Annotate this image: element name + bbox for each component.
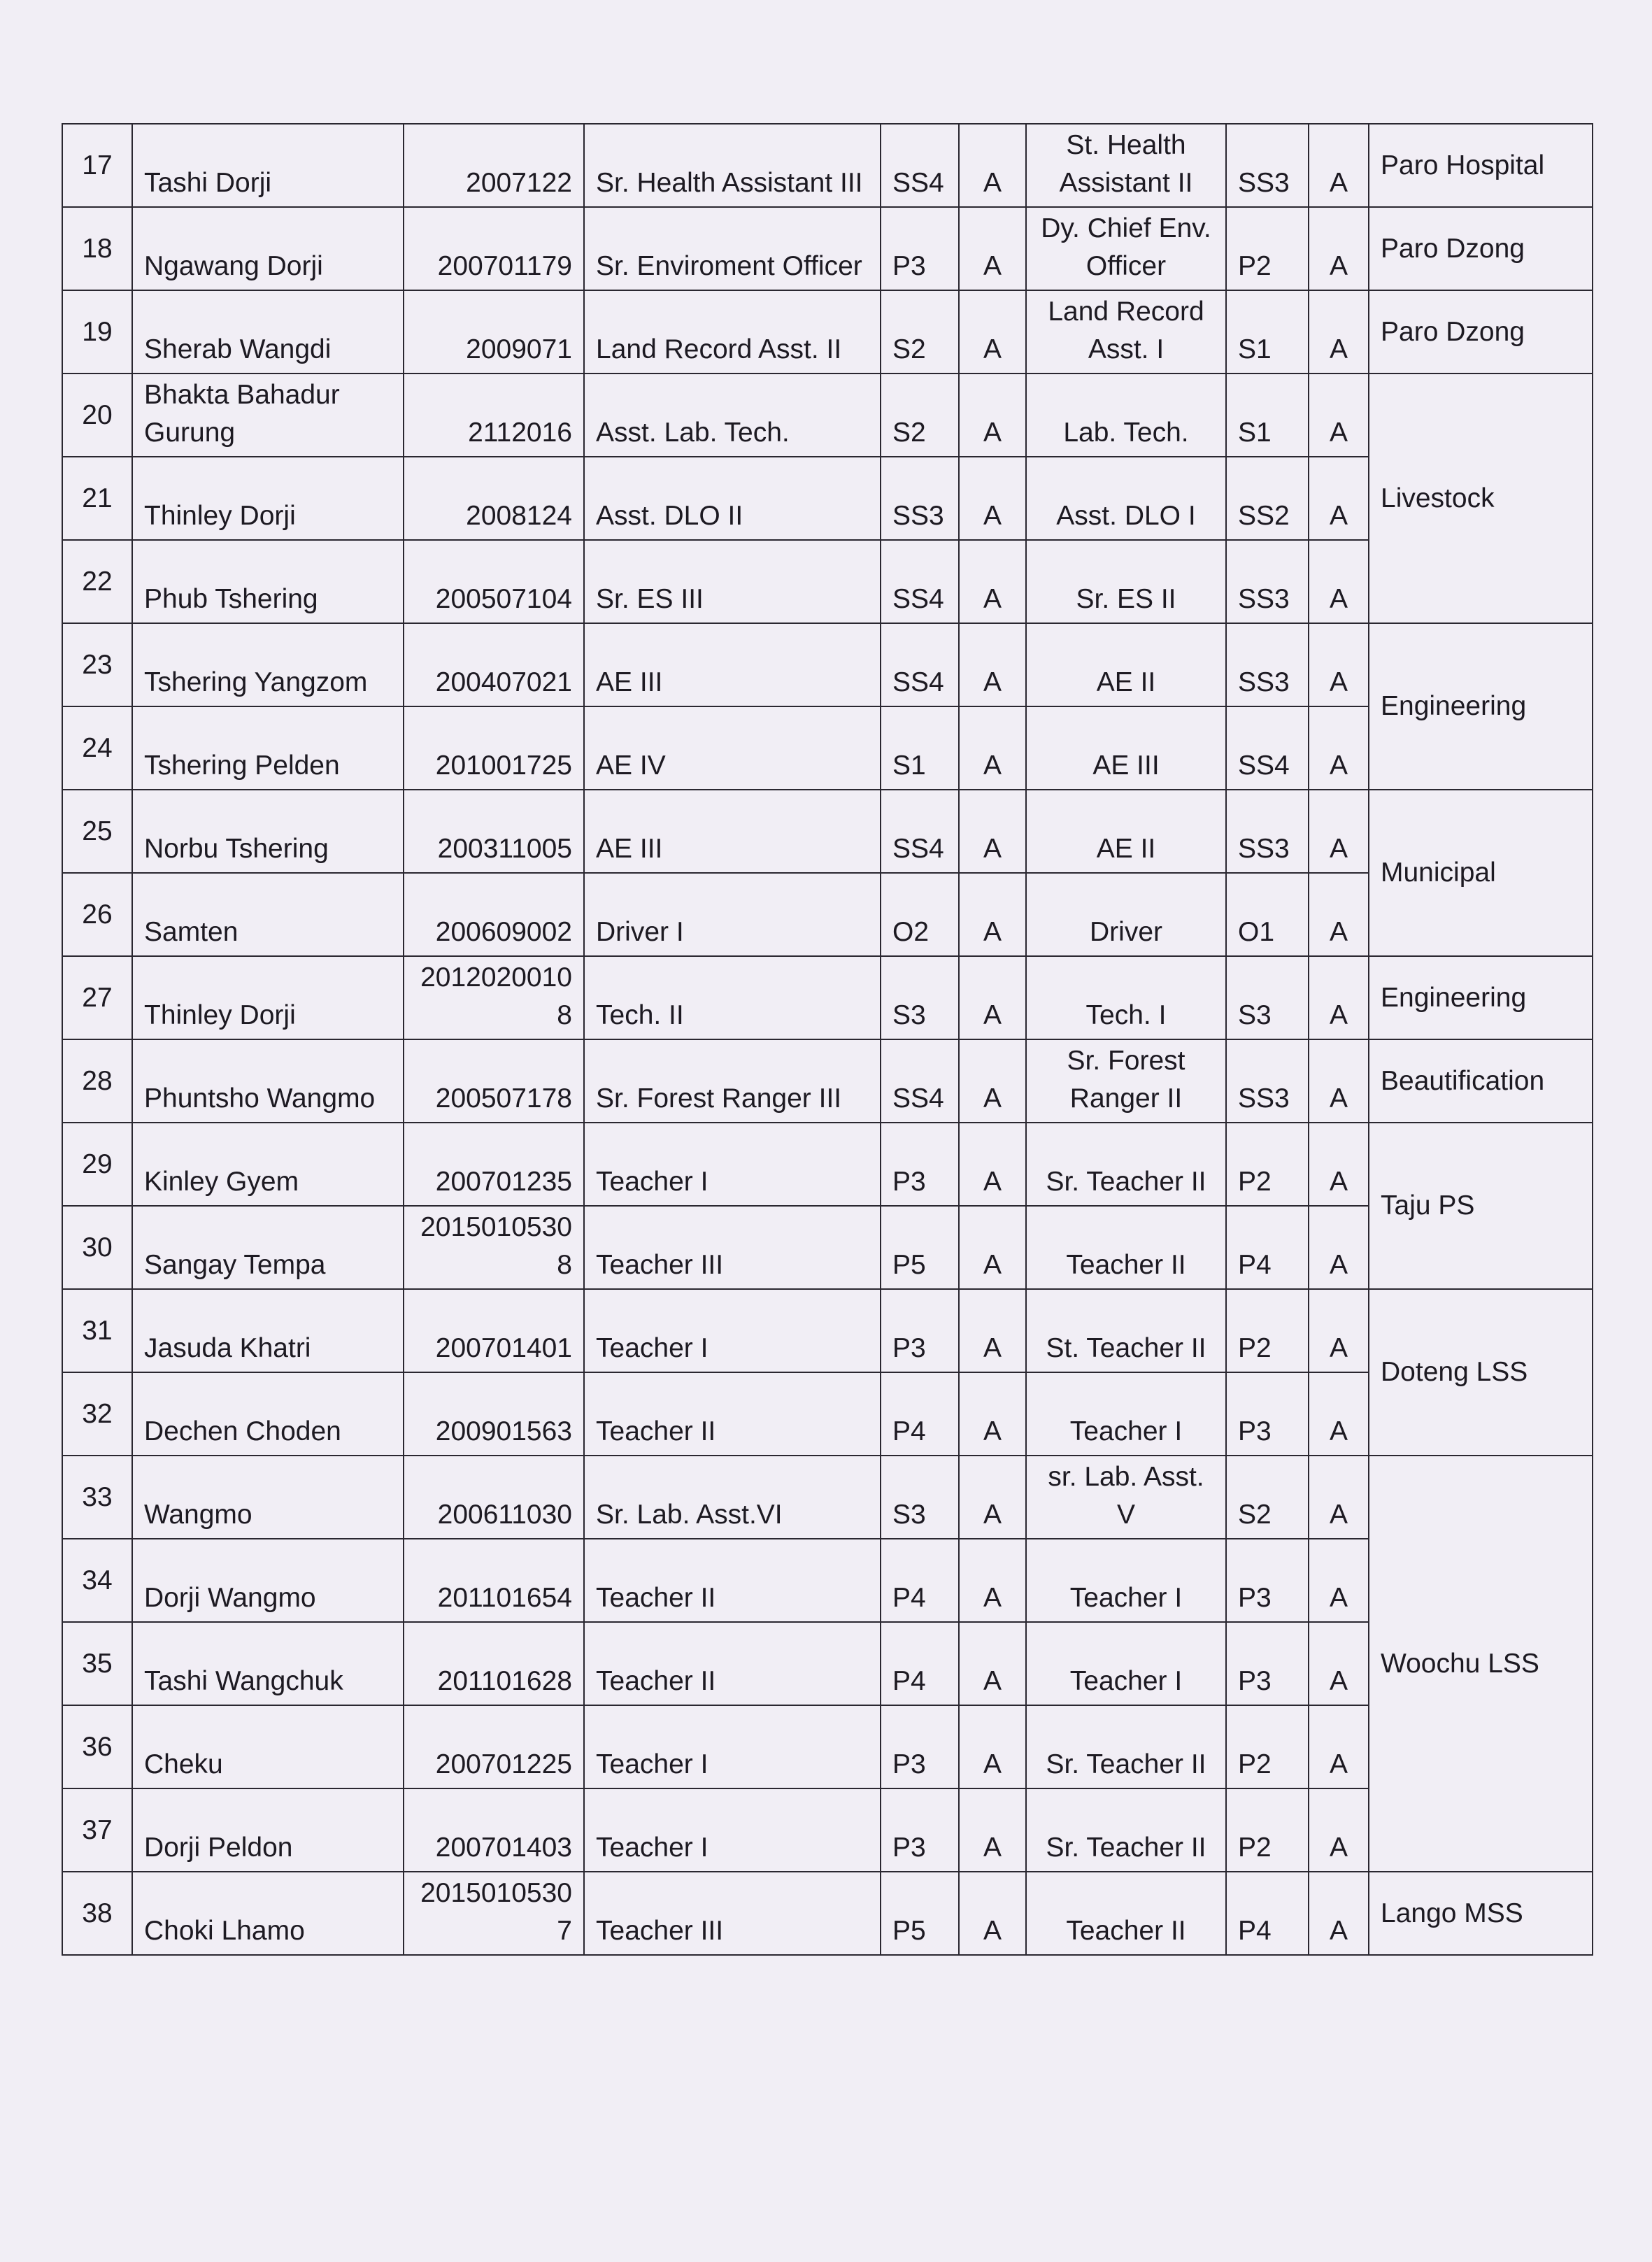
- employee-id-cell: 200507104: [404, 540, 584, 623]
- current-grade-cell: S1: [881, 706, 959, 790]
- current-grade-cell: P3: [881, 207, 959, 290]
- promoted-grade-cell: SS4: [1226, 706, 1309, 790]
- current-grade-cell: P4: [881, 1372, 959, 1456]
- promoted-status-cell: A: [1309, 706, 1369, 790]
- current-position-cell: AE IV: [584, 706, 881, 790]
- table-row: [62, 623, 1593, 706]
- serial-number-cell: 28: [62, 1039, 132, 1123]
- table-row: [62, 540, 1593, 623]
- employee-name-cell: Tshering Pelden: [132, 706, 404, 790]
- current-status-cell: A: [959, 873, 1026, 956]
- promoted-grade-cell: P4: [1226, 1872, 1309, 1955]
- employee-name-cell: Thinley Dorji: [132, 956, 404, 1039]
- employee-name-cell: Dorji Peldon: [132, 1788, 404, 1872]
- current-status-cell: A: [959, 1289, 1026, 1372]
- current-status-cell: A: [959, 1622, 1026, 1705]
- table-row: [62, 1456, 1593, 1539]
- employee-id-cell: 200701403: [404, 1788, 584, 1872]
- current-position-cell: Asst. Lab. Tech.: [584, 374, 881, 457]
- current-grade-cell: SS4: [881, 124, 959, 207]
- promoted-status-cell: A: [1309, 1123, 1369, 1206]
- table-row: [62, 873, 1593, 956]
- promoted-status-cell: A: [1309, 623, 1369, 706]
- employee-name-cell: Tashi Dorji: [132, 124, 404, 207]
- agency-cell: Woochu LSS: [1369, 1456, 1593, 1872]
- table-row: [62, 1039, 1593, 1123]
- serial-number-cell: 21: [62, 457, 132, 540]
- current-grade-cell: SS3: [881, 457, 959, 540]
- promoted-position-cell: St. Teacher II: [1026, 1289, 1226, 1372]
- current-position-cell: Teacher II: [584, 1372, 881, 1456]
- employee-id-cell: 201101654: [404, 1539, 584, 1622]
- promoted-status-cell: A: [1309, 1372, 1369, 1456]
- promoted-status-cell: A: [1309, 790, 1369, 873]
- current-position-cell: Teacher I: [584, 1123, 881, 1206]
- serial-number-cell: 20: [62, 374, 132, 457]
- promoted-grade-cell: P2: [1226, 207, 1309, 290]
- employee-name-cell: Kinley Gyem: [132, 1123, 404, 1206]
- current-status-cell: A: [959, 1123, 1026, 1206]
- current-status-cell: A: [959, 1705, 1026, 1788]
- promoted-position-cell: Lab. Tech.: [1026, 374, 1226, 457]
- promoted-position-cell: Sr. Teacher II: [1026, 1705, 1226, 1788]
- current-grade-cell: P3: [881, 1705, 959, 1788]
- current-grade-cell: P5: [881, 1206, 959, 1289]
- serial-number-cell: 32: [62, 1372, 132, 1456]
- agency-cell: Livestock: [1369, 374, 1593, 623]
- current-position-cell: AE III: [584, 790, 881, 873]
- table-row: [62, 1372, 1593, 1456]
- employee-id-cell: 200701225: [404, 1705, 584, 1788]
- employee-name-cell: Jasuda Khatri: [132, 1289, 404, 1372]
- promoted-grade-cell: P2: [1226, 1788, 1309, 1872]
- serial-number-cell: 33: [62, 1456, 132, 1539]
- promoted-position-cell: Teacher I: [1026, 1372, 1226, 1456]
- promoted-status-cell: A: [1309, 1788, 1369, 1872]
- employee-name-cell: Dorji Wangmo: [132, 1539, 404, 1622]
- employee-name-cell: Phub Tshering: [132, 540, 404, 623]
- agency-cell: Beautification: [1369, 1039, 1593, 1123]
- table-row: [62, 956, 1593, 1039]
- employee-id-cell: 2009071: [404, 290, 584, 374]
- current-grade-cell: P4: [881, 1539, 959, 1622]
- employee-id-cell: 200311005: [404, 790, 584, 873]
- current-grade-cell: SS4: [881, 1039, 959, 1123]
- current-position-cell: Teacher II: [584, 1539, 881, 1622]
- current-grade-cell: S3: [881, 1456, 959, 1539]
- promoted-status-cell: A: [1309, 290, 1369, 374]
- employee-name-cell: Phuntsho Wangmo: [132, 1039, 404, 1123]
- promoted-position-cell: Dy. Chief Env. Officer: [1026, 207, 1226, 290]
- serial-number-cell: 19: [62, 290, 132, 374]
- serial-number-cell: 23: [62, 623, 132, 706]
- current-status-cell: A: [959, 124, 1026, 207]
- agency-cell: Municipal: [1369, 790, 1593, 956]
- employee-id-cell: 200507178: [404, 1039, 584, 1123]
- promoted-position-cell: AE II: [1026, 623, 1226, 706]
- employee-name-cell: Norbu Tshering: [132, 790, 404, 873]
- current-grade-cell: P3: [881, 1123, 959, 1206]
- promoted-status-cell: A: [1309, 956, 1369, 1039]
- current-status-cell: A: [959, 1039, 1026, 1123]
- employee-id-cell: 200609002: [404, 873, 584, 956]
- current-grade-cell: P4: [881, 1622, 959, 1705]
- current-position-cell: Sr. Forest Ranger III: [584, 1039, 881, 1123]
- serial-number-cell: 24: [62, 706, 132, 790]
- promoted-grade-cell: P2: [1226, 1289, 1309, 1372]
- current-position-cell: Driver I: [584, 873, 881, 956]
- promoted-status-cell: A: [1309, 124, 1369, 207]
- serial-number-cell: 25: [62, 790, 132, 873]
- promoted-grade-cell: SS3: [1226, 623, 1309, 706]
- table-row: [62, 1123, 1593, 1206]
- promoted-position-cell: Teacher II: [1026, 1872, 1226, 1955]
- current-grade-cell: P3: [881, 1788, 959, 1872]
- promoted-status-cell: A: [1309, 1622, 1369, 1705]
- table-row: [62, 1289, 1593, 1372]
- serial-number-cell: 37: [62, 1788, 132, 1872]
- promoted-grade-cell: P3: [1226, 1539, 1309, 1622]
- current-grade-cell: P3: [881, 1289, 959, 1372]
- promoted-grade-cell: SS3: [1226, 124, 1309, 207]
- employee-id-cell: 201101628: [404, 1622, 584, 1705]
- promoted-status-cell: A: [1309, 873, 1369, 956]
- current-status-cell: A: [959, 207, 1026, 290]
- employee-name-cell: Thinley Dorji: [132, 457, 404, 540]
- current-grade-cell: O2: [881, 873, 959, 956]
- employee-name-cell: Tashi Wangchuk: [132, 1622, 404, 1705]
- serial-number-cell: 38: [62, 1872, 132, 1955]
- promoted-grade-cell: P3: [1226, 1372, 1309, 1456]
- employee-id-cell: 2112016: [404, 374, 584, 457]
- promoted-status-cell: A: [1309, 457, 1369, 540]
- promoted-grade-cell: P2: [1226, 1123, 1309, 1206]
- serial-number-cell: 18: [62, 207, 132, 290]
- table-row: [62, 1872, 1593, 1955]
- employee-name-cell: Bhakta Bahadur Gurung: [132, 374, 404, 457]
- promotion-table: [62, 123, 1593, 1956]
- promoted-grade-cell: S1: [1226, 374, 1309, 457]
- employee-id-cell: 200701401: [404, 1289, 584, 1372]
- agency-cell: Taju PS: [1369, 1123, 1593, 1289]
- promoted-position-cell: St. Health Assistant II: [1026, 124, 1226, 207]
- employee-name-cell: Dechen Choden: [132, 1372, 404, 1456]
- employee-name-cell: Sangay Tempa: [132, 1206, 404, 1289]
- agency-cell: Lango MSS: [1369, 1872, 1593, 1955]
- current-status-cell: A: [959, 1206, 1026, 1289]
- agency-cell: Paro Hospital: [1369, 124, 1593, 207]
- serial-number-cell: 22: [62, 540, 132, 623]
- current-grade-cell: SS4: [881, 540, 959, 623]
- current-position-cell: Sr. Health Assistant III: [584, 124, 881, 207]
- current-grade-cell: SS4: [881, 790, 959, 873]
- employee-id-cell: 200701179: [404, 207, 584, 290]
- employee-id-cell: 2007122: [404, 124, 584, 207]
- promoted-status-cell: A: [1309, 1289, 1369, 1372]
- promoted-grade-cell: P4: [1226, 1206, 1309, 1289]
- current-position-cell: Teacher I: [584, 1289, 881, 1372]
- employee-id-cell: 201001725: [404, 706, 584, 790]
- current-grade-cell: S2: [881, 290, 959, 374]
- promoted-grade-cell: SS3: [1226, 790, 1309, 873]
- current-status-cell: A: [959, 1372, 1026, 1456]
- table-row: [62, 457, 1593, 540]
- current-status-cell: A: [959, 956, 1026, 1039]
- employee-id-cell: 200407021: [404, 623, 584, 706]
- current-position-cell: Sr. Enviroment Officer: [584, 207, 881, 290]
- current-status-cell: A: [959, 790, 1026, 873]
- current-status-cell: A: [959, 706, 1026, 790]
- current-status-cell: A: [959, 1539, 1026, 1622]
- serial-number-cell: 31: [62, 1289, 132, 1372]
- employee-name-cell: Tshering Yangzom: [132, 623, 404, 706]
- table-row: [62, 207, 1593, 290]
- promoted-grade-cell: O1: [1226, 873, 1309, 956]
- promoted-grade-cell: SS3: [1226, 1039, 1309, 1123]
- current-position-cell: Asst. DLO II: [584, 457, 881, 540]
- table-row: [62, 790, 1593, 873]
- promoted-position-cell: Driver: [1026, 873, 1226, 956]
- promoted-grade-cell: S1: [1226, 290, 1309, 374]
- employee-name-cell: Samten: [132, 873, 404, 956]
- promoted-position-cell: Sr. Teacher II: [1026, 1788, 1226, 1872]
- serial-number-cell: 35: [62, 1622, 132, 1705]
- promoted-status-cell: A: [1309, 1872, 1369, 1955]
- current-status-cell: A: [959, 623, 1026, 706]
- table-row: [62, 1705, 1593, 1788]
- promoted-status-cell: A: [1309, 1456, 1369, 1539]
- current-position-cell: Tech. II: [584, 956, 881, 1039]
- table-row: [62, 1622, 1593, 1705]
- current-position-cell: Sr. Lab. Asst.VI: [584, 1456, 881, 1539]
- serial-number-cell: 34: [62, 1539, 132, 1622]
- promoted-grade-cell: P3: [1226, 1622, 1309, 1705]
- employee-name-cell: Cheku: [132, 1705, 404, 1788]
- promoted-status-cell: A: [1309, 207, 1369, 290]
- current-position-cell: Teacher III: [584, 1206, 881, 1289]
- employee-name-cell: Choki Lhamo: [132, 1872, 404, 1955]
- current-position-cell: AE III: [584, 623, 881, 706]
- serial-number-cell: 26: [62, 873, 132, 956]
- promoted-grade-cell: SS2: [1226, 457, 1309, 540]
- employee-id-cell: 200701235: [404, 1123, 584, 1206]
- table-row: [62, 290, 1593, 374]
- employee-id-cell: 200901563: [404, 1372, 584, 1456]
- promoted-grade-cell: P2: [1226, 1705, 1309, 1788]
- current-position-cell: Teacher I: [584, 1788, 881, 1872]
- promoted-position-cell: Sr. ES II: [1026, 540, 1226, 623]
- promoted-status-cell: A: [1309, 1705, 1369, 1788]
- employee-id-cell: 20150105307: [404, 1872, 584, 1955]
- promoted-status-cell: A: [1309, 1539, 1369, 1622]
- promoted-position-cell: Tech. I: [1026, 956, 1226, 1039]
- promoted-status-cell: A: [1309, 1039, 1369, 1123]
- promoted-position-cell: sr. Lab. Asst. V: [1026, 1456, 1226, 1539]
- promoted-position-cell: Asst. DLO I: [1026, 457, 1226, 540]
- current-position-cell: Teacher III: [584, 1872, 881, 1955]
- current-status-cell: A: [959, 374, 1026, 457]
- serial-number-cell: 17: [62, 124, 132, 207]
- current-status-cell: A: [959, 1456, 1026, 1539]
- promoted-grade-cell: SS3: [1226, 540, 1309, 623]
- promoted-grade-cell: S2: [1226, 1456, 1309, 1539]
- promotion-list-sheet: [62, 123, 1592, 1956]
- promoted-grade-cell: S3: [1226, 956, 1309, 1039]
- current-position-cell: Land Record Asst. II: [584, 290, 881, 374]
- table-row: [62, 706, 1593, 790]
- employee-name-cell: Sherab Wangdi: [132, 290, 404, 374]
- agency-cell: Engineering: [1369, 956, 1593, 1039]
- table-row: [62, 1206, 1593, 1289]
- current-position-cell: Teacher II: [584, 1622, 881, 1705]
- agency-cell: Paro Dzong: [1369, 207, 1593, 290]
- current-position-cell: Sr. ES III: [584, 540, 881, 623]
- promoted-position-cell: Sr. Teacher II: [1026, 1123, 1226, 1206]
- promoted-position-cell: Sr. Forest Ranger II: [1026, 1039, 1226, 1123]
- promoted-status-cell: A: [1309, 1206, 1369, 1289]
- promoted-position-cell: Teacher II: [1026, 1206, 1226, 1289]
- employee-name-cell: Wangmo: [132, 1456, 404, 1539]
- current-status-cell: A: [959, 290, 1026, 374]
- current-status-cell: A: [959, 457, 1026, 540]
- agency-cell: Doteng LSS: [1369, 1289, 1593, 1456]
- employee-id-cell: 200611030: [404, 1456, 584, 1539]
- serial-number-cell: 30: [62, 1206, 132, 1289]
- current-grade-cell: S2: [881, 374, 959, 457]
- employee-id-cell: 2008124: [404, 457, 584, 540]
- table-body: [62, 124, 1593, 1955]
- promoted-position-cell: Teacher I: [1026, 1622, 1226, 1705]
- current-position-cell: Teacher I: [584, 1705, 881, 1788]
- table-row: [62, 1788, 1593, 1872]
- current-grade-cell: P5: [881, 1872, 959, 1955]
- promoted-position-cell: Land Record Asst. I: [1026, 290, 1226, 374]
- employee-name-cell: Ngawang Dorji: [132, 207, 404, 290]
- employee-id-cell: 20150105308: [404, 1206, 584, 1289]
- current-status-cell: A: [959, 1788, 1026, 1872]
- promoted-status-cell: A: [1309, 540, 1369, 623]
- current-grade-cell: S3: [881, 956, 959, 1039]
- agency-cell: Paro Dzong: [1369, 290, 1593, 374]
- table-row: [62, 124, 1593, 207]
- table-row: [62, 1539, 1593, 1622]
- employee-id-cell: 20120200108: [404, 956, 584, 1039]
- serial-number-cell: 36: [62, 1705, 132, 1788]
- serial-number-cell: 27: [62, 956, 132, 1039]
- promoted-position-cell: AE III: [1026, 706, 1226, 790]
- promoted-status-cell: A: [1309, 374, 1369, 457]
- promoted-position-cell: AE II: [1026, 790, 1226, 873]
- current-status-cell: A: [959, 1872, 1026, 1955]
- current-status-cell: A: [959, 540, 1026, 623]
- table-row: [62, 374, 1593, 457]
- promoted-position-cell: Teacher I: [1026, 1539, 1226, 1622]
- agency-cell: Engineering: [1369, 623, 1593, 790]
- current-grade-cell: SS4: [881, 623, 959, 706]
- serial-number-cell: 29: [62, 1123, 132, 1206]
